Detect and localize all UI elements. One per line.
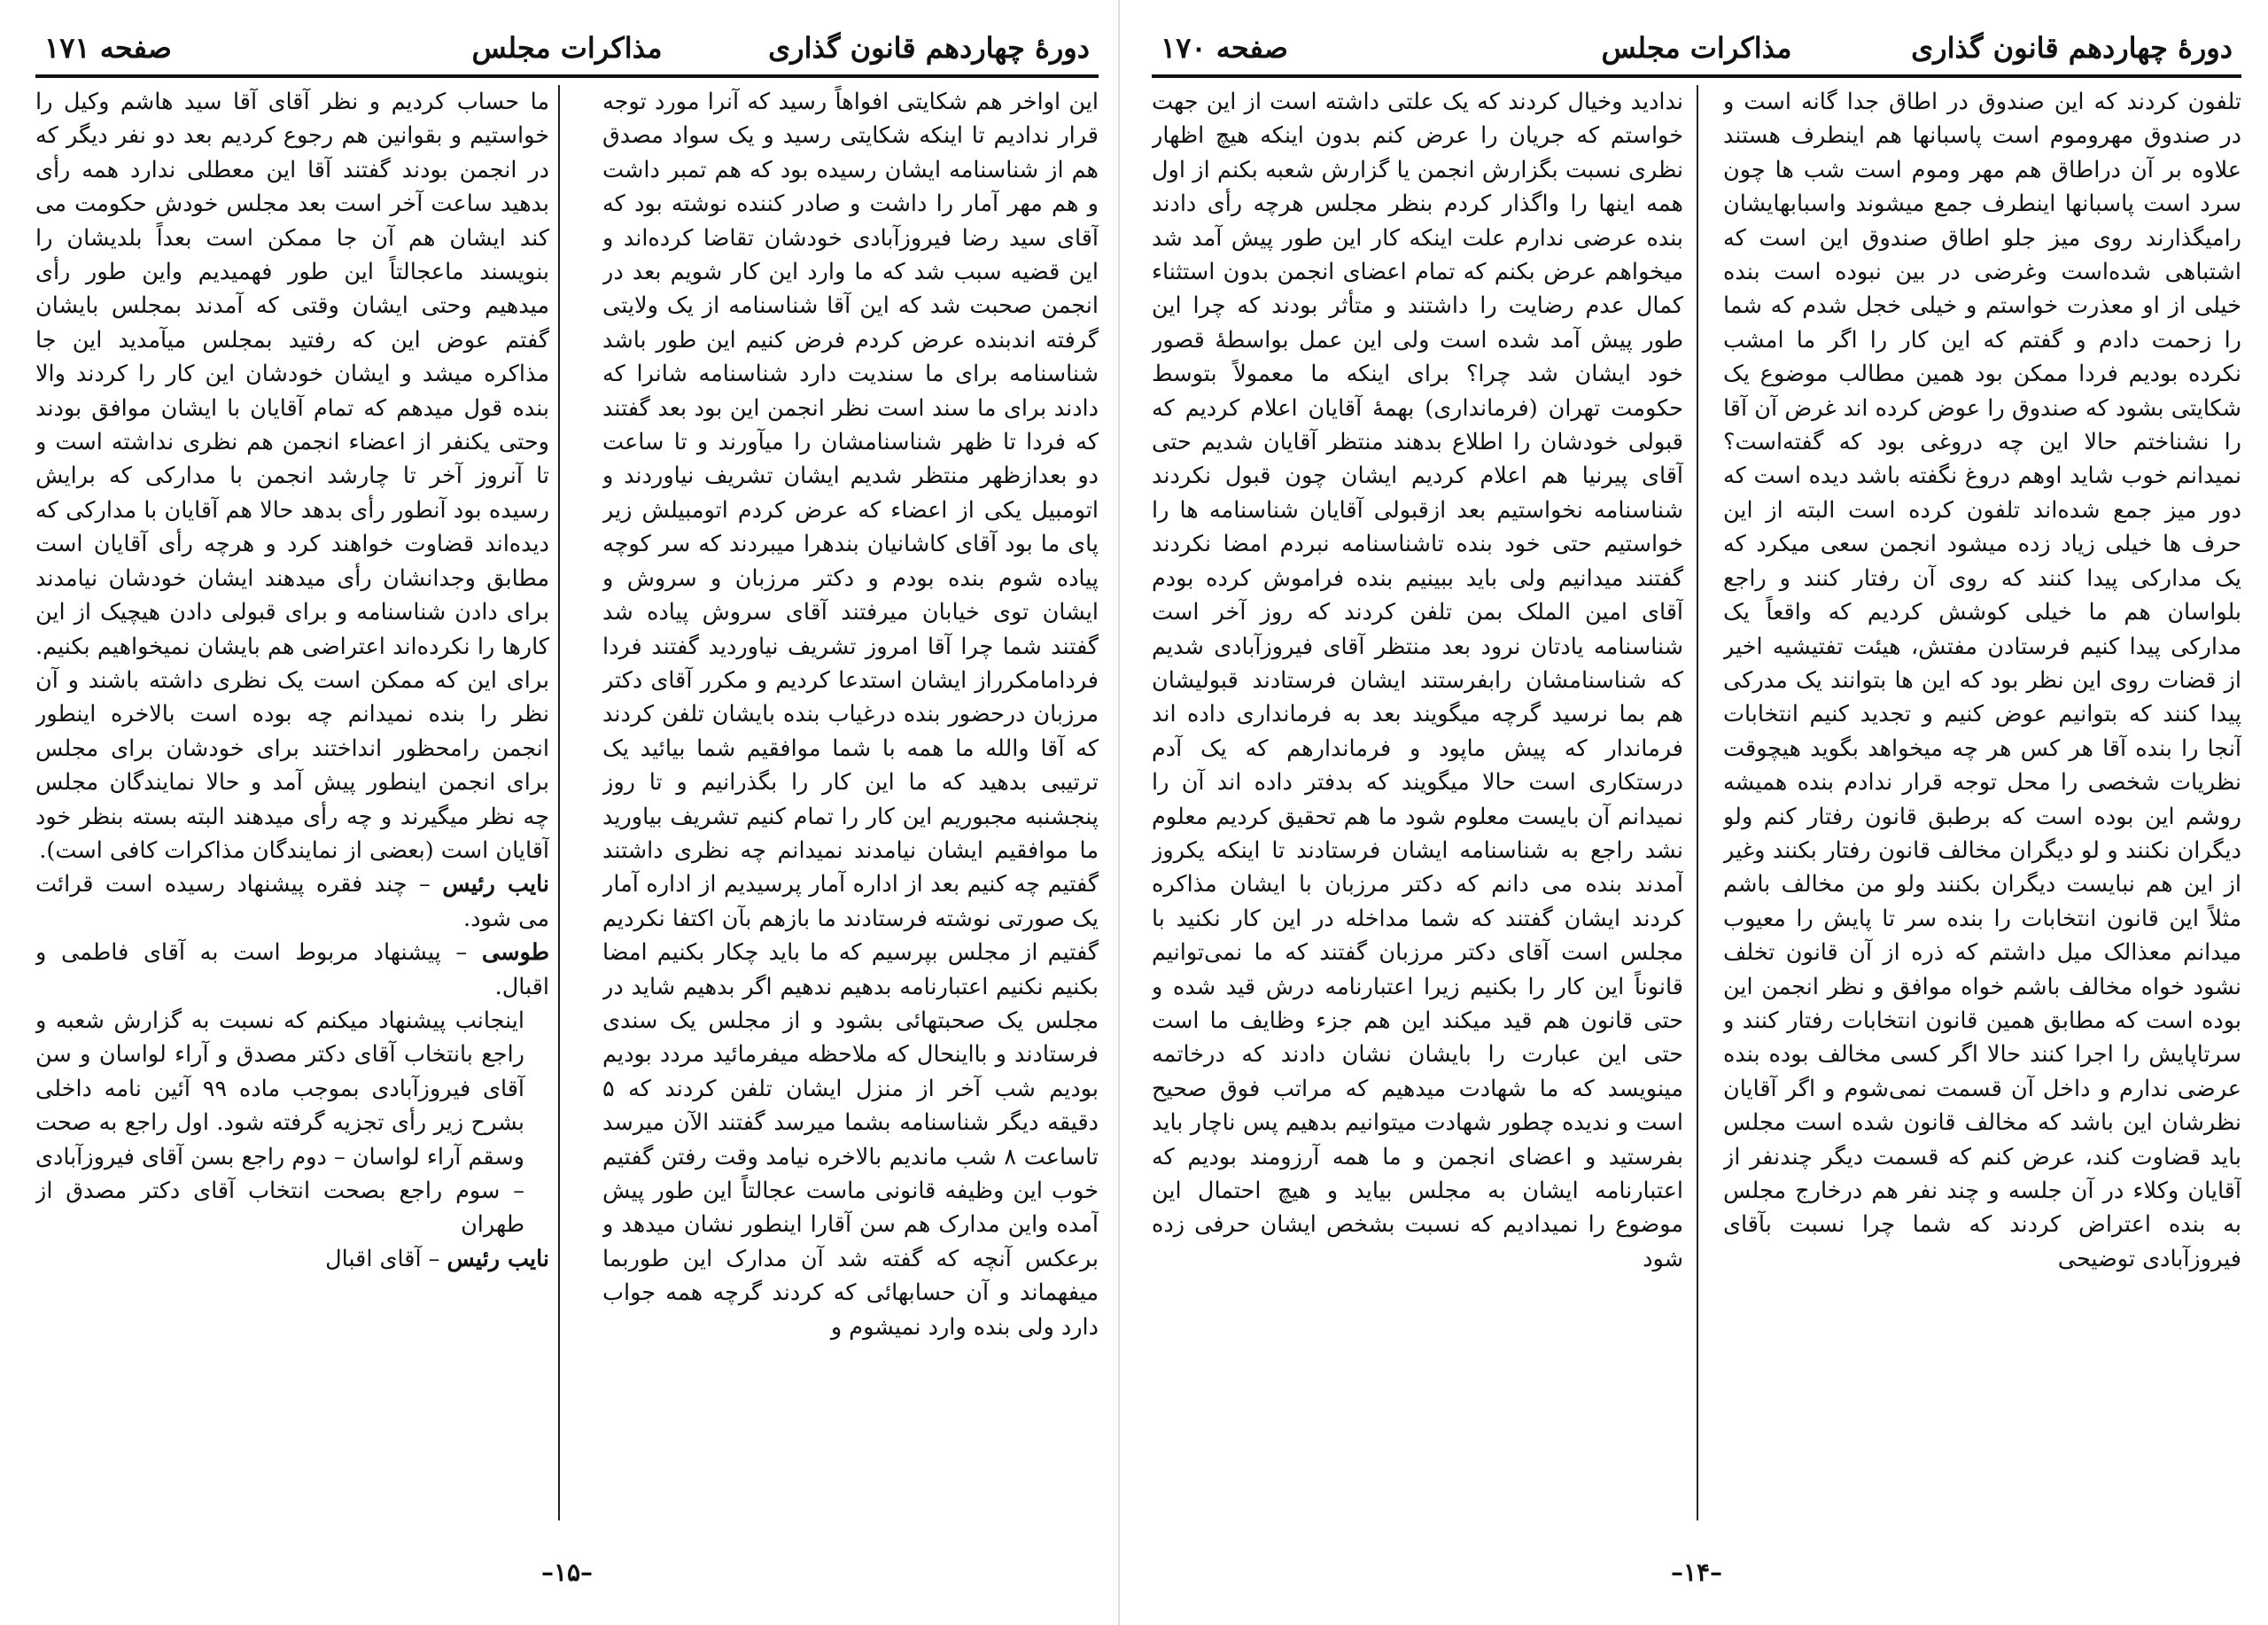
speaker-name: نایب رئیس (447, 1245, 549, 1272)
header-page-number: صفحه ۱۷۰ (1161, 31, 1288, 65)
page-171 (35, 0, 1099, 1625)
column-right (602, 85, 1099, 1512)
speaker-paragraph (35, 936, 549, 1004)
speaker-text: – چند فقره پیشنهاد رسیده است قرائت می شود. (35, 871, 549, 932)
header-title: مذاکرات مجلس (1601, 31, 1792, 65)
column-left (35, 85, 549, 1512)
speaker-name: نایب رئیس (442, 871, 549, 898)
column-left (1152, 85, 1683, 1512)
column-divider (558, 85, 560, 1520)
header-page-number: صفحه ۱۷۱ (44, 31, 172, 65)
page-170 (1152, 0, 2241, 1625)
speaker-text: – آقای اقبال (325, 1245, 440, 1272)
body-text: ندادید وخیال کردند که یک علتی داشته است از این جهت خواستم که جریان را عرض کنم بدون اینکه هیچ اظهار نظری نسبت بگزارش انجمن یا گزارش شعبه بکنم از اول همه اینها را واگذار کردم بنظر مجلس هرچه رأی دادند بنده عرضی ندارم علت اینکه کار این طور پیش آمد شد میخواهم عرض بکنم که تمام اعضای انجمن بدون استثناء کمال عدم رضایت را داشتند و متأثر بودند که چرا این طور پیش آمد شده است ولی این عمل بواسطهٔ قصور خود ایشان شد چرا؟ برای اینکه ما معمولاً بتوسط حکومت تهران (فرمانداری) بهمهٔ آقایان اعلام کردیم که قبولی خودشان را اطلاع بدهند منتظر آقایان شدیم حتی آقای پیرنیا هم اعلام کردیم ایشان چون قبول نکردند شناسنامه نخواستیم بعد ازقبولی آقایان شناسنامه ها را خواستیم حتی خود بنده تاشناسنامه نبردم امضا نکردند گفتند میدانیم ولی باید ببینیم بنده فراموش کرده بودم آقای امین الملک بمن تلفن کردند که روز آخر است شناسنامه یادتان نرود بعد منتظر آقای فیروزآبادی شدیم که شناسنامشان رابفرستند ایشان فرستادند قبولیشان هم بما نرسید گرچه میگویند بعد به فرمانداری داده اند فرماندار که پیش ماپود و فرماندارهم که یک آدم درستکاری است حالا میگویند که بدفتر داده اند آن را نمیدانم آن بایست معلوم شود ما هم تحقیق کردیم معلوم نشد راجع به شناسنامه ایشان فرستادند تا اینکه یکروز آمدند بنده می دانم که دکتر مرزبان با ایشان مذاکره کردند ایشان گفتند که شما مداخله در این کار نکنید با مجلس است آقای دکتر مرزبان گفتند که ما نمی‌توانیم قانوناً این کار را بکنیم زیرا اعتبارنامه درش قید شده و حتی قانون هم قید میکند این هم جزء وظایف ما است حتی این عبارت را بایشان نشان دادند که درخاتمه مینویسد که ما شهادت میدهیم که مراتب فوق صحیح است و ندیده چطور شهادت میتوانیم بدهیم پس ناچار باید بفرستید و اعضای انجمن و ما همه آرزومند بودیم که اعتبارنامه ایشان به مجلس بیاید و هیچ احتمال این موضوع را نمیدادیم که نسبت بشخص ایشان حرفی زده شود (1152, 89, 1683, 1272)
book-spine (1118, 0, 1120, 1625)
header-series: دورهٔ چهاردهم قانون گذاری (768, 31, 1090, 65)
page-header (35, 25, 1099, 71)
body-text: این اواخر هم شکایتی افواهاً رسید که آنرا مورد توجه قرار ندادیم تا اینکه شکایتی رسید و یک سواد مصدق هم از شناسنامه ایشان رسیده بود که هم تمبر داشت و هم مهر آمار را داشت و صادر کننده نوشته بود که آقای سید رضا فیروزآبادی خودشان تقاضا کرده‌اند و این قضیه سبب شد که ما وارد این کار شویم بعد در انجمن صحبت شد که این آقا شناسنامه از یک ولایتی گرفته اندبنده عرض کردم فرض کنیم این طور باشد شناسنامه برای ما سندیت دارد شناسنامه شانرا که دادند برای ما سند است نظر انجمن این بود بعد گفتند که فردا تا ظهر شناسنامشان را میآورند و تا ساعت دو بعدازظهر منتظر شدیم ایشان تشریف نیاوردند و اتومبیل یکی از اعضاء که عرض کردم اتومبیلش زیر پای ما بود آقای کاشانیان بندهرا میبردند که سر کوچه پیاده شوم بنده بودم و دکتر مرزبان و سروش و ایشان توی خیابان میرفتند آقای سروش پیاده شد گفتند شما چرا آقا امروز تشریف نیاوردید گفتند فردا فردامامکرراز ایشان استدعا کردیم و مکرر آقای دکتر مرزبان درحضور بنده درغیاب بنده بایشان تلفن کردند که آقا والله ما همه با شما موافقیم شما بیائید یک ترتیبی بدهید که ما این کار را بگذرانیم و تا روز پنجشنبه مجبوریم این کار را تمام کنیم تشریف بیاورید ما موافقیم ایشان نیامدند نمیدانم چه نظری داشتند گفتیم چه کنیم بعد از اداره آمار پرسیدیم از اداره آمار یک صورتی نوشته فرستادند ما بازهم بآن اکتفا نکردیم گفتیم از مجلس بپرسیم که ما باید چکار بکنیم امضا بکنیم نکنیم اعتبارنامه بدهیم ندهیم اگر بدهیم شاید در مجلس یک صحبتهائی بشود و از مجلس یک سندی فرستادند و بااینحال که ملاحظه میفرمائید مردد بودیم بودیم شب آخر از منزل ایشان تلفن کردند که ۵ دقیقه دیگر شناسنامه بشما میرسد گفتند الآن میرسد تاساعت ۸ شب ماندیم بالاخره نیامد وقت رفتن گفتیم خوب این وظیفه قانونی ماست عجالتاً این طور پیش آمده واین مدارک هم سن آقارا اینطور نشان میدهد و برعکس آنچه که گفته شد آن مدارک این طوربما میفهماند و آن حسابهائی که کردند گرچه همه جواب دارد ولی بنده وارد نمیشوم و (602, 89, 1099, 1341)
page-header (1152, 25, 2241, 71)
page-footer-number: –۱۵– (540, 1558, 594, 1587)
speaker-paragraph (35, 1242, 549, 1276)
speaker-name: طوسی (481, 939, 549, 967)
header-series: دورهٔ چهاردهم قانون گذاری (1911, 31, 2233, 65)
column-right (1723, 85, 2241, 1512)
proposal-text: اینجانب پیشنهاد میکنم که نسبت به گزارش شعبه و راجع بانتخاب آقای دکتر مصدق و آراء لواسان و سن آقای فیروزآبادی بموجب ماده ۹۹ آئین نامه داخلی بشرح زیر رأی تجزیه گرفته شود. اول راجع به صحت وسقم آراء لواسان – دوم راجع بسن آقای فیروزآبادی – سوم راجع بصحت انتخاب آقای دکتر مصدق از طهران (35, 1007, 525, 1239)
page-footer-number: –۱۴– (1670, 1558, 1723, 1587)
header-title: مذاکرات مجلس (471, 31, 663, 65)
column-divider (1697, 85, 1698, 1520)
body-text: ما حساب کردیم و نظر آقای آقا سید هاشم وکیل را خواستیم و بقوانین هم رجوع کردیم بعد دو نفر دیگر که در انجمن بودند گفتند آقا این معطلی ندارد همه رأی بدهید ساعت آخر است بعد مجلس خودش حکومت می کند ایشان هم آن جا ممکن است بعداً بلدیشان را بنویسند ماعجالتاً این طور فهمیدیم واین طور رأی میدهیم وحتی ایشان وقتی که آمدند بمجلس بایشان گفتم عوض این که رفتید بمجلس میآمدید این جا مذاکره میشد و ایشان خودشان این کار را کردند والا بنده قول میدهم که تمام آقایان با ایشان موافق بودند وحتی یکنفر از اعضاء انجمن هم نظری نداشته است و تا آنروز آخر تا چارشد انجمن با مدارکی که برایش رسیده بود آنطور رأی بدهد حالا هم آقایان با مدارکی که دیده‌اند قضاوت خواهند کرد و هرچه رأی آقایان است مطابق وجدانشان رأی میدهند ایشان خودشان نیامدند برای دادن شناسنامه و برای قبولی دادن هیچیک از این کارها را نکرده‌اند اعتراضی هم بایشان نمیخواهیم بکنیم. برای این که ممکن است یک نظری داشته باشند و آن نظر را بنده نمیدانم چه بوده است بالاخره اینطور انجمن رامحظور انداختند برای خودشان برای مجلس برای انجمن اینطور پیش آمد و حالا نمایندگان مجلس چه نظر میگیرند و چه رأی میدهند البته بسته بنظر خود آقایان است (بعضی از نمایندگان مذاکرات کافی است). (35, 89, 549, 864)
header-rule (35, 74, 1099, 78)
speaker-paragraph (35, 867, 549, 936)
speaker-text: – پیشنهاد مربوط است به آقای فاطمی و اقبال. (35, 939, 549, 1000)
header-rule (1152, 74, 2241, 78)
body-text: تلفون کردند که این صندوق در اطاق جدا گانه است و در صندوق مهروموم است پاسبانها هم اینطرف هستند علاوه بر آن دراطاق هم مهر وموم است شب ها چون سرد است پاسبانها اینطرف جمع میشوند واسبابهایشان رامیگذارند روی میز جلو اطاق صندوق این است که اشتباهی شده‌است وغرضی در بین نبوده است بنده خیلی از او معذرت خواستم و خیلی خجل شدم که شما را زحمت دادم و گفتم که این کار را اگر ما امشب نکرده بودیم فردا ممکن بود همین مطالب موضوع یک شکایتی بشود که صندوق را عوض کرده اند غرض آن آقا را نشناختم حالا این چه دروغی بود که گفته‌است؟ نمیدانم خوب شاید اوهم دروغ نگفته باشد دیده است که دور میز جمع شده‌اند تلفون کرده است البته از این حرف ها خیلی زیاد زده میشود انجمن سعی میکرد که یک مدارکی پیدا کنند که روی آن رفتار کنند و راجع بلواسان هم ما خیلی کوشش کردیم که واقعاً یک مدارکی پیدا کنیم فرستادن مفتش، هیئت تفتیشیه اخیر از قضات روی این نظر بود که این ها بتوانند یک مدرکی پیدا کنند که بتوانیم عوض کنیم و تجدید کنیم انتخابات آنجا را بنده آقا هر کس هر چه میخواهد بگوید هیچوقت نظریات شخصی را محل توجه قرار ندادم بنده همیشه روشم این بوده است که برطبق قانون رفتار کنم ولو دیگران نکنند و لو دیگران مخالف قانون رفتار بکنند وغیر از این هم نبایست دیگران بکنند ولو من مخالف باشم مثلاً این قانون انتخابات را بنده سر تا پایش را معیوب میدانم معذالک میل داشتم که ذره از آن قانون تخلف نشود خواه مخالف باشم خواه موافق و نظر انجمن این بوده است که مطابق همین قانون انتخابات رفتار کنند و سرتاپایش را اجرا کنند حالا اگر کسی مخالف بوده بنده عرضی ندارم و داخل آن قسمت نمی‌شوم و اگر آقایان نظرشان این باشد که مخالف قانون شده است مجلس باید قضاوت کند، عرض کنم که قسمت دیگر چندنفر از آقایان وکلاء در آن جلسه و چند نفر هم درخارج مجلس به بنده اعتراض کردند که شما چرا نسبت بآقای فیروزآبادی توضیحی (1723, 89, 2241, 1272)
